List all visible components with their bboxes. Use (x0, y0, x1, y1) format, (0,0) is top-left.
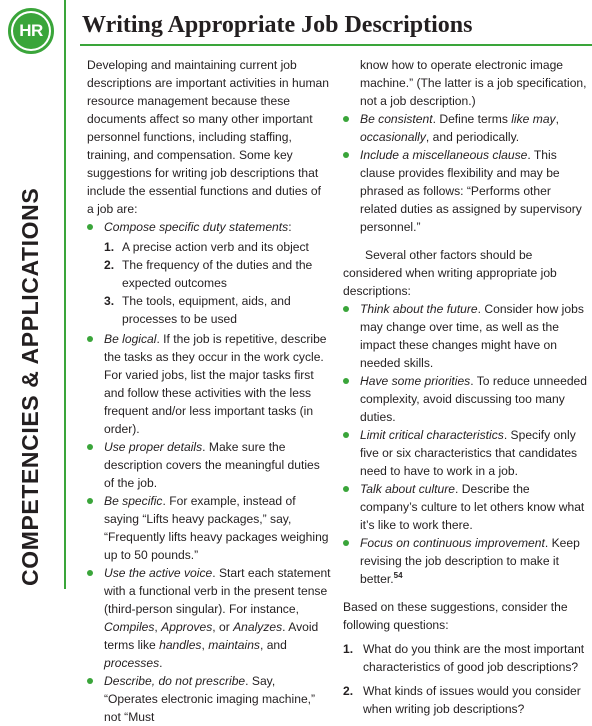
continued-paragraph: know how to operate electronic image machine.” (The latter is a job specification, not a job description.) (360, 58, 587, 108)
list-item: Include a miscellaneous clause. This clause provides flexibility and may be phrased as follows: “Performs other related duties as assigned by supervisory personnel.” (343, 146, 588, 236)
bullet-icon (343, 486, 349, 492)
bullet-icon (343, 540, 349, 546)
list-item: Describe, do not prescribe. Say, “Operates electronic imaging machine,” not “Must (87, 672, 331, 726)
bullet-icon (343, 432, 349, 438)
bullet-icon (343, 306, 349, 312)
list-item: Focus on continuous improvement. Keep revising the job description to make it better.$^{54}$ (343, 534, 588, 588)
factors-list (343, 300, 588, 588)
left-column (87, 56, 331, 726)
list-item: Be consistent. Define terms like may, occasionally, and periodically. (343, 110, 588, 146)
footnote-ref: 54 (393, 570, 403, 580)
bullet-icon (343, 378, 349, 384)
bullet-icon (343, 152, 349, 158)
list-item: Be logical. If the job is repetitive, describe the tasks as they occur in the work cycle. For varied jobs, list the major tasks first and follow these activities with the less frequent and/or less important tasks (in order). (87, 330, 331, 438)
list-item: 3. The tools, equipment, aids, and processes to be used (104, 294, 291, 326)
list-item: Be specific. For example, instead of saying “Lifts heavy packages,” say, “Frequently lifts heavy packages weighing up to 50 pounds.” (87, 492, 331, 564)
questions-list (343, 640, 588, 718)
suggestion-list-continued (343, 110, 588, 236)
bullet-icon (87, 444, 93, 450)
list-item: Compose specific duty statements: 1. A precise action verb and its object 2. The frequency of the duties and the expected outcomes 3. The tools, equipment, aids, and processes to be used (87, 218, 331, 328)
list-item: 1. A precise action verb and its object (104, 240, 309, 254)
bullet-icon (87, 336, 93, 342)
duty-statement-list (104, 238, 331, 328)
hr-badge (8, 8, 54, 54)
list-item: Limit critical characteristics. Specify only five or six characteristics that candidates need to have to work in a job. (343, 426, 588, 480)
competencies-applications-label: COMPETENCIES & APPLICATIONS (17, 187, 43, 586)
list-item: 2. The frequency of the duties and the expected outcomes (104, 258, 313, 290)
bullet-icon (87, 498, 93, 504)
list-item: Think about the future. Consider how jobs may change over time, as well as the impact these changes might have on needed skills. (343, 300, 588, 372)
list-item: Use the active voice. Start each statement with a functional verb in the present tense (third-person singular). For instance, Compiles, Approves, or Analyzes. Avoid terms like handles, maintains, and processes. (87, 564, 331, 672)
list-item: Have some priorities. To reduce unneeded complexity, avoid discussing too many duties. (343, 372, 588, 426)
list-item: 1. What do you think are the most important characteristics of good job descriptions? (343, 642, 585, 674)
title-rule (80, 44, 592, 46)
list-item: Use proper details. Make sure the description covers the meaningful duties of the job. (87, 438, 331, 492)
hr-badge-label: HR (13, 13, 49, 49)
bullet-icon (87, 224, 93, 230)
page-title: Writing Appropriate Job Descriptions (82, 12, 473, 38)
questions-intro: Based on these suggestions, consider the following questions: (343, 600, 568, 632)
right-column (343, 56, 588, 718)
bullet-icon (87, 570, 93, 576)
bullet-icon (87, 678, 93, 684)
list-item: Talk about culture. Describe the company’s culture to let others know what it’s like to work there. (343, 480, 588, 534)
list-item: 2. What kinds of issues would you consider when writing job descriptions? (343, 684, 581, 716)
intro-paragraph: Developing and maintaining current job descriptions are important activities in human resource management because these documents affect so many other important personnel functions, including staffing, training, and compensation. Some key suggestions for writing job descriptions that include the essential functions and duties of a job are: (87, 58, 329, 216)
factors-paragraph: Several other factors should be considered when writing appropriate job descriptions: (343, 248, 557, 298)
bullet-icon (343, 116, 349, 122)
suggestion-list (87, 218, 331, 726)
sidebar (0, 0, 66, 589)
